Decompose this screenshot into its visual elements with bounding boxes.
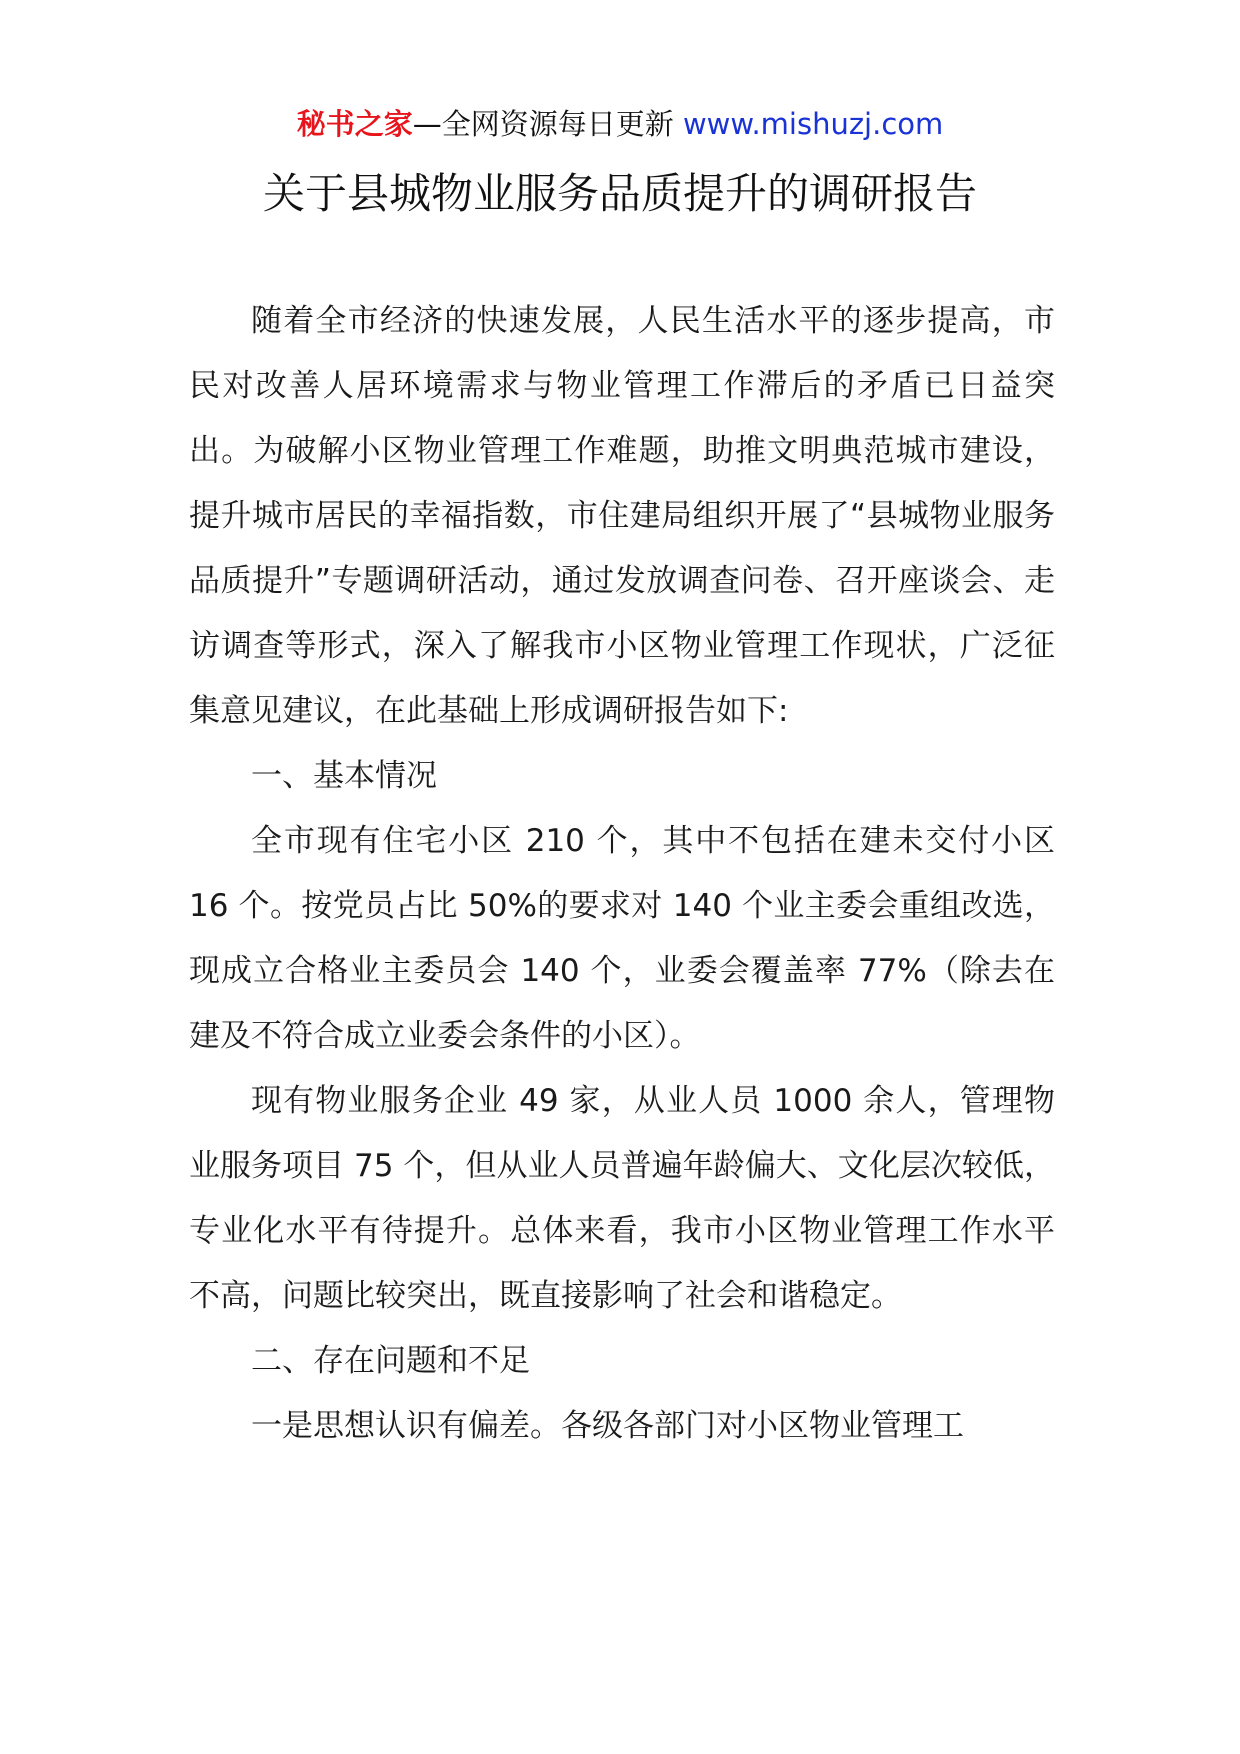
site-header: [0, 104, 1240, 144]
paragraph-property-companies: 现有物业服务企业 49 家，从业人员 1000 余人，管理物业服务项目 75 个，但从业人员普遍年龄偏大、文化层次较低，专业化水平有待提升。总体来看，我市小区物业管理工作水平不高，问题比较突出，既直接影响了社会和谐稳定。: [189, 1083, 1055, 1314]
document-title: 关于县城物业服务品质提升的调研报告: [262, 169, 977, 218]
header-tagline: —全网资源每日更新: [412, 107, 683, 141]
document-body: [189, 289, 1055, 1459]
section-heading-problems: 二、存在问题和不足: [251, 1343, 530, 1379]
paragraph-residential-communities: 全市现有住宅小区 210 个，其中不包括在建未交付小区 16 个。按党员占比 50%的要求对 140 个业主委会重组改选，现成立合格业主委员会 140 个，业委会覆盖率 77%（除去在建及不符合成立业委会条件的小区）。: [189, 823, 1055, 1054]
website-link[interactable]: www.mishuzj.com: [682, 107, 944, 141]
paragraph-intro: 随着全市经济的快速发展，人民生活水平的逐步提高，市民对改善人居环境需求与物业管理工作滞后的矛盾已日益突出。为破解小区物业管理工作难题，助推文明典范城市建设，提升城市居民的幸福指数，市住建局组织开展了“县城物业服务品质提升”专题调研活动，通过发放调查问卷、召开座谈会、走访调查等形式，深入了解我市小区物业管理工作现状，广泛征集意见建议，在此基础上形成调研报告如下:: [189, 303, 1055, 729]
brand-name: 秘书之家: [296, 107, 413, 141]
section-heading-basic-situation: 一、基本情况: [251, 758, 437, 794]
paragraph-problem-one: 一是思想认识有偏差。各级各部门对小区物业管理工: [251, 1408, 964, 1444]
